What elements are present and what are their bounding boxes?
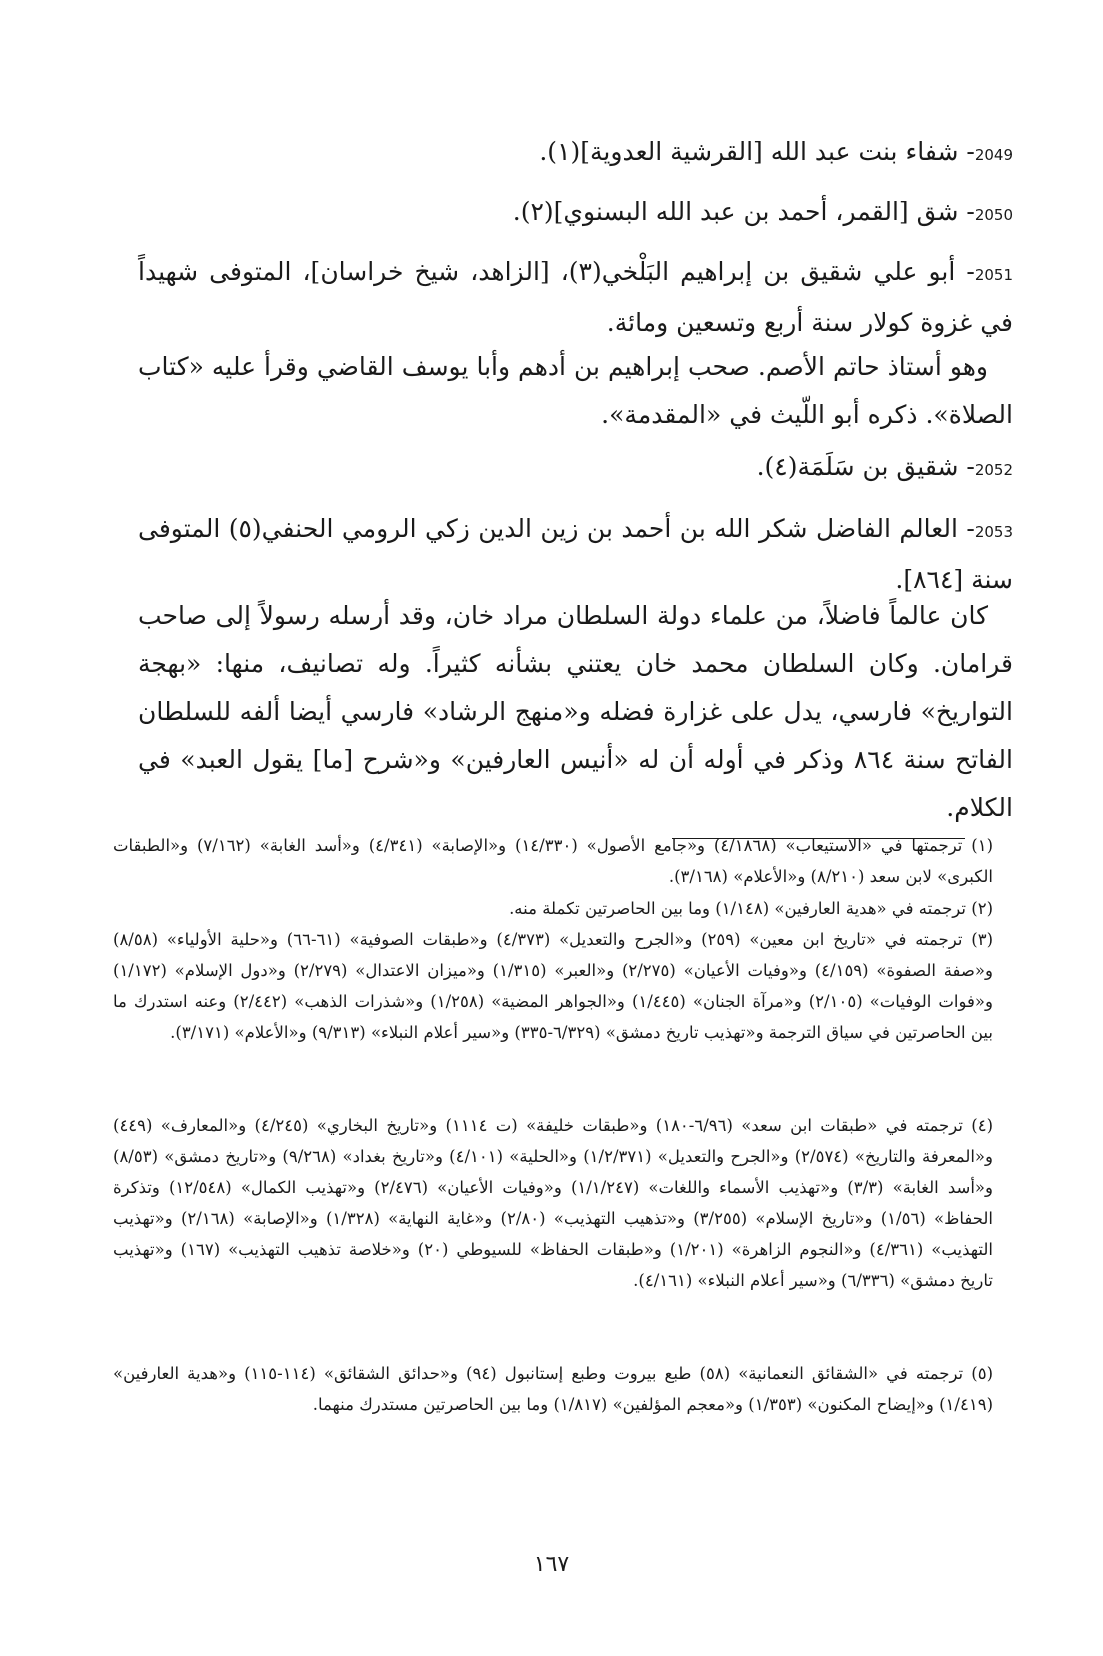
footnote-3: (٣) ترجمته في «تاريخ ابن معين» (٢٥٩) و«الجرح والتعديل» (٤/٣٧٣) و«طبقات الصوفية» (٦١-٦٦) و«حلية الأولياء» (٨/٥٨) و«صفة الصفوة» (٤/١٥٩) و«وفيات الأعيان» (٢/٢٧٥) و«العبر» (١/٣١٥) و«ميزان الاعتدال» (٢/٢٧٩) و«دول الإسلام» (١/١٧٢) و«فوات الوفيات» (٢/١٠٥) و«مرآة الجنان» (١/٤٤٥) و«الجواهر المضية» (١/٢٥٨) و«شذرات الذهب» (٢/٤٤٢) وعنه استدرك ما بين الحاصرتين في سياق الترجمة و«تهذيب تاريخ دمشق» (٦/٣٢٩-٣٣٥) و«سير أعلام النبلاء» (٩/٣١٣) و«الأعلام» (٣/١٧١).	[113, 930, 993, 1042]
entry-2053	[138, 505, 1013, 604]
entry-2052	[138, 443, 1013, 494]
entry-2051	[138, 248, 1013, 347]
entry-text: - العالم الفاضل شكر الله بن أحمد بن زين الدين زكي الرومي الحنفي(٥) المتوفى سنة [٨٦٤].	[138, 514, 1013, 594]
entry-number: 2052	[974, 461, 1013, 479]
footnote-1: (١) ترجمتها في «الاستيعاب» (٤/١٨٦٨) و«جامع الأصول» (١٤/٣٣٠) و«الإصابة» (٤/٣٤١) و«أسد الغابة» (٧/١٦٢) و«الطبقات الكبرى» لابن سعد (٨/٢١٠) و«الأعلام» (٣/١٦٨).	[113, 836, 994, 886]
entry-number: 2049	[974, 146, 1013, 164]
entry-2050	[138, 188, 1013, 239]
entry-2051-paragraph: وهو أستاذ حاتم الأصم. صحب إبراهيم بن أدهم وأبا يوسف القاضي وقرأ عليه «كتاب الصلاة». ذكره أبو اللّيث في «المقدمة».	[138, 352, 1013, 429]
entry-number: 2053	[974, 523, 1013, 541]
entry-text: - شق [القمر، أحمد بن عبد الله البسنوي](٢).	[512, 197, 975, 226]
entry-2049	[138, 128, 1013, 179]
footnote-4: (٤) ترجمته في «طبقات ابن سعد» (٦/٩٦-١٨٠) و«طبقات خليفة» (ت ١١١٤) و«تاريخ البخاري» (٤/٢٤٥) و«المعارف» (٤٤٩) و«المعرفة والتاريخ» (٢/٥٧٤) و«الجرح والتعديل» (١/٢/٣٧١) و«الحلية» (٤/١٠١) و«تاريخ بغداد» (٩/٢٦٨) و«تاريخ دمشق» (٨/٥٣) و«أسد الغابة» (٣/٣) و«تهذيب الأسماء واللغات» (١/١/٢٤٧) و«وفيات الأعيان» (٢/٤٧٦) و«تهذيب الكمال» (١٢/٥٤٨) وتذكرة الحفاظ» (١/٥٦) و«تاريخ الإسلام» (٣/٢٥٥) و«تذهيب التهذيب» (٢/٨٠) و«غاية النهاية» (١/٣٢٨) و«الإصابة» (٢/١٦٨) و«تهذيب التهذيب» (٤/٣٦١) و«النجوم الزاهرة» (١/٢٠١) و«طبقات الحفاظ» للسيوطي (٢٠) و«خلاصة تذهيب التهذيب» (١٦٧) و«تهذيب تاريخ دمشق» (٦/٣٣٦) و«سير أعلام النبلاء» (٤/١٦١).	[113, 1116, 994, 1290]
footnote-5: (٥) ترجمته في «الشقائق النعمانية» (٥٨) طبع بيروت وطبع إستانبول (٩٤) و«حدائق الشقائق» (١١٤-١١٥) و«هدية العارفين» (١/٤١٩) و«إيضاح المكنون» (١/٣٥٣) و«معجم المؤلفين» (١/٨١٧) وما بين الحاصرتين مستدرك منهما.	[113, 1364, 993, 1414]
entry-text: - شفاء بنت عبد الله [القرشية العدوية](١).	[539, 137, 975, 166]
page-number: ١٦٧	[533, 1552, 570, 1577]
entry-number: 2051	[974, 266, 1014, 284]
entry-2053-paragraph: كان عالماً فاضلاً، من علماء دولة السلطان مراد خان، وقد أرسله رسولاً إلى صاحب قرامان. وكان السلطان محمد خان يعتني بشأنه كثيراً. وله تصانيف، منها: «بهجة التواريخ» فارسي، يدل على غزارة فضله و«منهج الرشاد» فارسي أيضا ألفه للسلطان الفاتح سنة ٨٦٤ وذكر في أوله أن له «أنيس العارفين» و«شرح [ما] يقول العبد» في الكلام.	[138, 601, 1013, 822]
entry-number: 2050	[974, 206, 1013, 224]
entry-text: - شقيق بن سَلَمَة(٤).	[756, 452, 975, 481]
entry-text: - أبو علي شقيق بن إبراهيم البَلْخي(٣)، [الزاهد، شيخ خراسان]، المتوفى شهيداً في غزوة كولار سنة أربع وتسعين ومائة.	[138, 257, 1013, 337]
footnote-2: (٢) ترجمته في «هدية العارفين» (١/١٤٨) وما بين الحاصرتين تكملة منه.	[509, 899, 993, 918]
